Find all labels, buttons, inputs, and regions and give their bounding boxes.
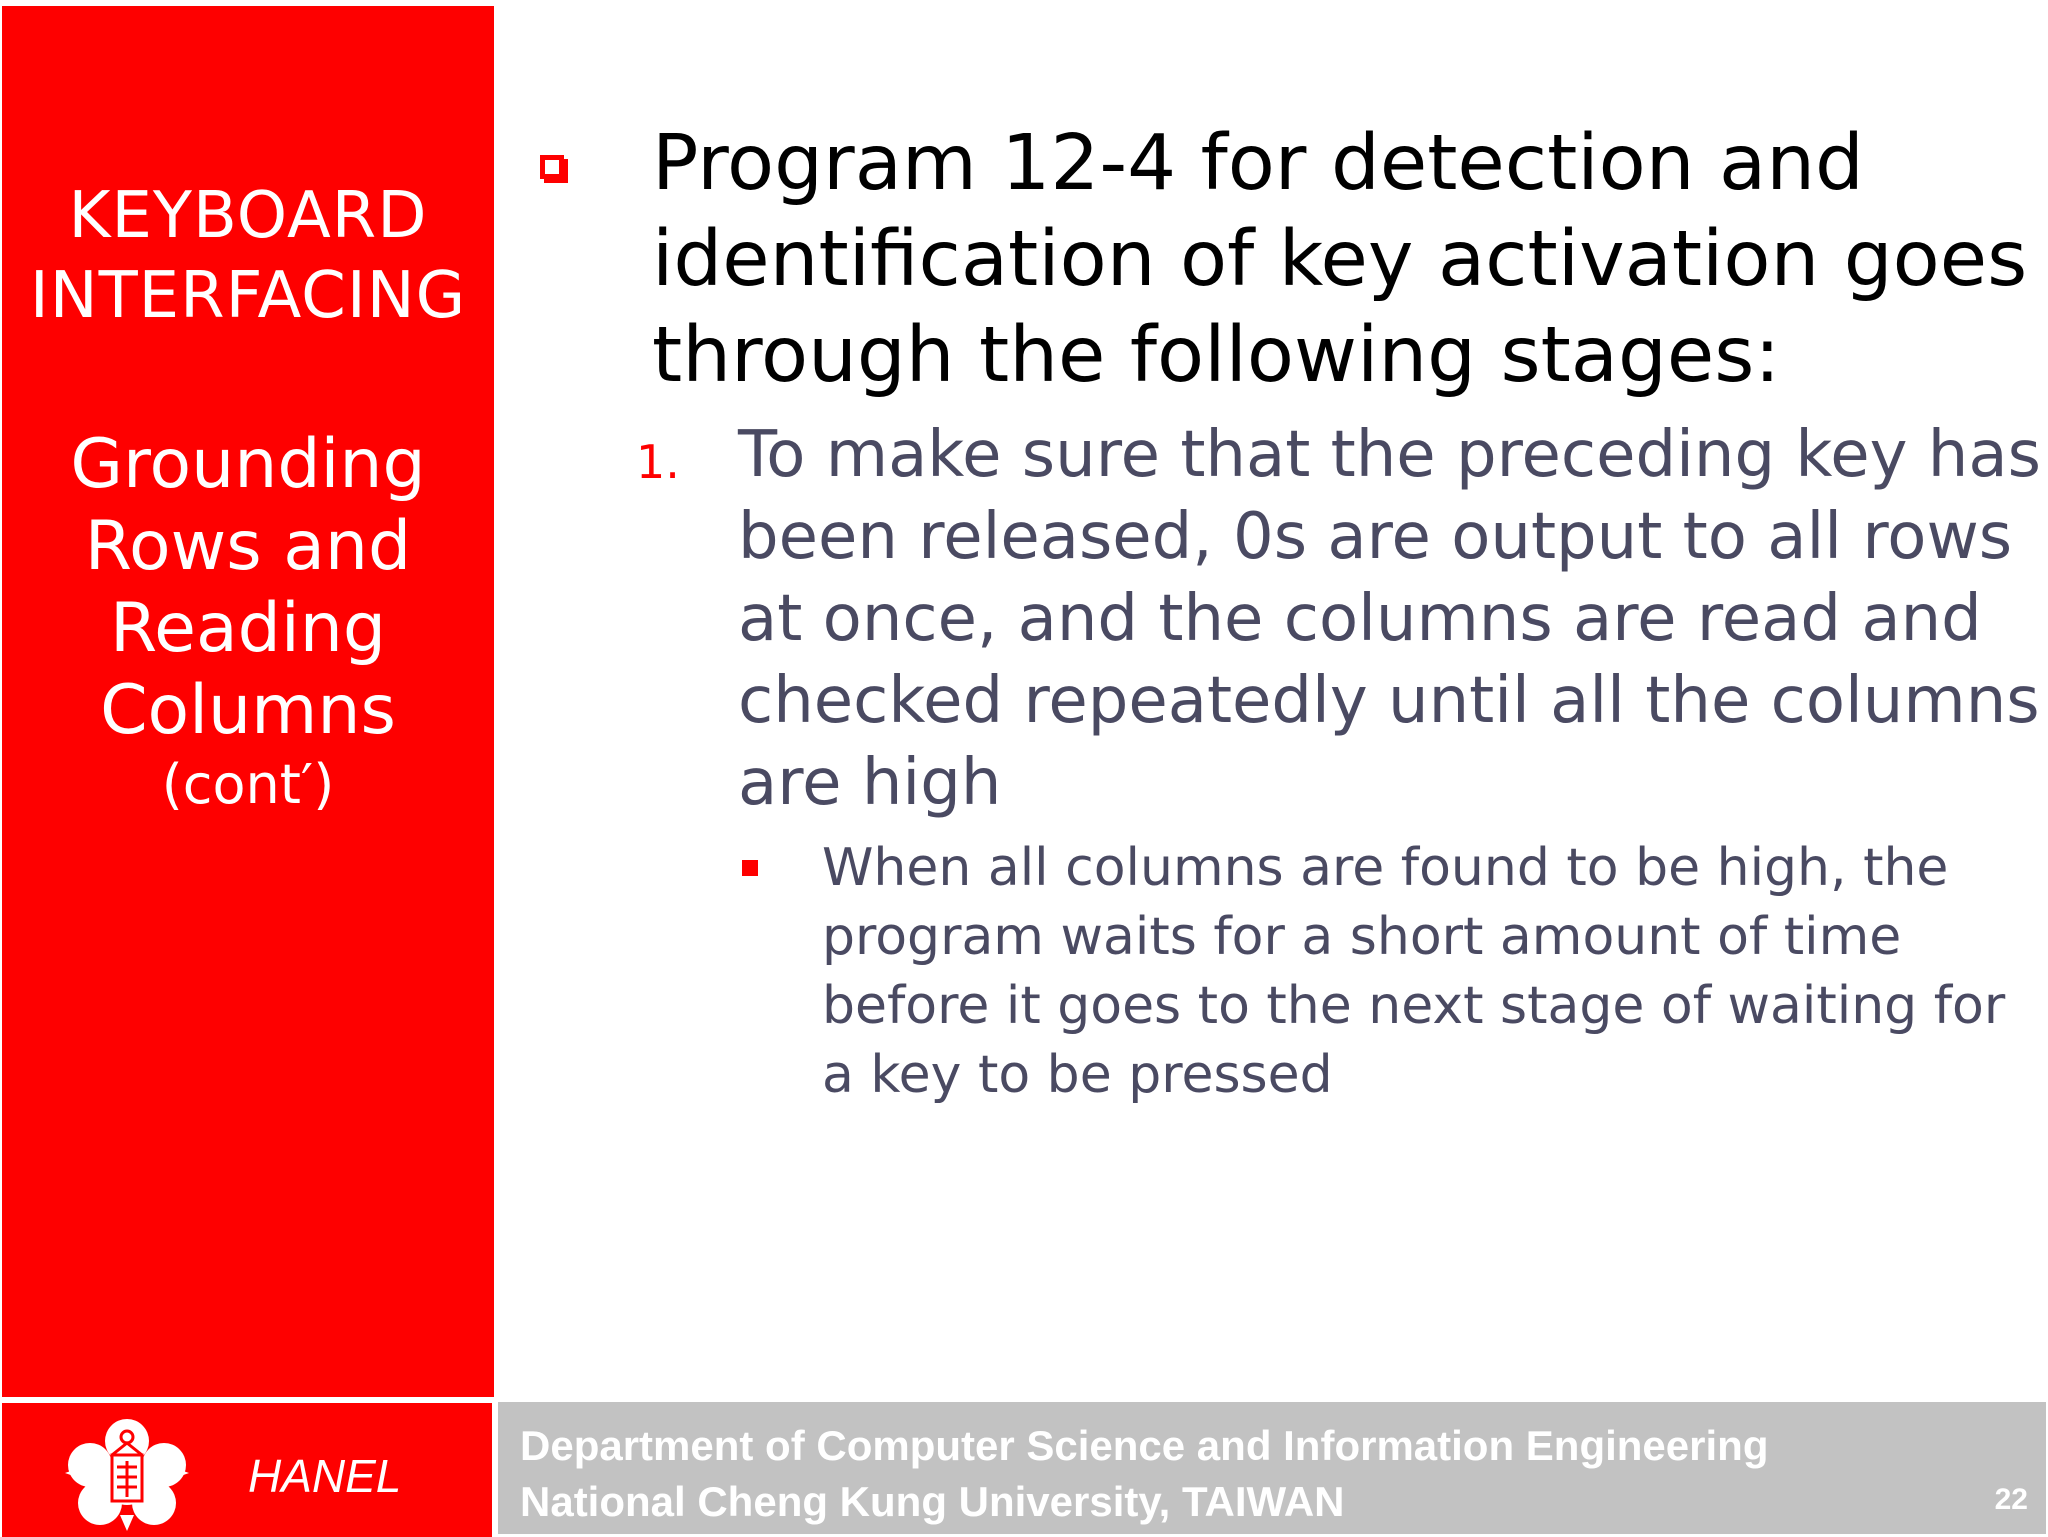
section-title: [2, 176, 494, 336]
main-bullet-line: identification of key activation goes: [652, 215, 2028, 304]
section-sidebar: [2, 6, 494, 1397]
numbered-item-line: checked repeatedly until all the columns: [738, 664, 2040, 738]
university-name: National Cheng Kung University, TAIWAN: [520, 1478, 1345, 1525]
sub-bullet-line: before it goes to the next stage of waiting for: [822, 976, 2006, 1036]
section-title-line: KEYBOARD: [68, 179, 428, 253]
footer-affiliation-panel: [498, 1402, 2046, 1534]
numbered-item-line: been released, 0s are output to all rows: [738, 500, 2013, 574]
section-title-line: INTERFACING: [29, 259, 467, 333]
square-bullet-icon: [742, 860, 758, 876]
section-subtitle-line: Columns: [100, 671, 396, 750]
section-subtitle-line: Rows and: [84, 507, 412, 586]
sub-bullet-line: program waits for a short amount of time: [822, 907, 1902, 967]
numbered-item-text: [738, 414, 2041, 824]
main-bullet-line: Program 12-4 for detection and: [652, 119, 1864, 208]
numbered-item-line: are high: [738, 746, 1002, 820]
footer-author-panel: [2, 1400, 492, 1537]
sub-bullet-line: a key to be pressed: [822, 1045, 1333, 1105]
page-number: 22: [1994, 1483, 2028, 1516]
hollow-square-bullet-icon: [540, 155, 564, 179]
numbered-item-line: To make sure that the preceding key has: [738, 418, 2041, 492]
sub-bullet-line: When all columns are found to be high, the: [822, 838, 1949, 898]
sub-bullet-text: [822, 834, 2022, 1110]
section-subtitle-line: Grounding: [70, 425, 426, 504]
affiliation-text: [520, 1418, 1768, 1530]
section-subtitle: [2, 424, 494, 752]
item-number: 1.: [636, 435, 680, 489]
continued-label: (cont′): [161, 753, 335, 816]
university-emblem-icon: [60, 1415, 194, 1531]
numbered-item-line: at once, and the columns are read and: [738, 582, 1982, 656]
main-bullet-text: [652, 116, 2028, 404]
department-name: Department of Computer Science and Information Engineering: [520, 1422, 1769, 1469]
section-subtitle-line: Reading: [109, 589, 387, 668]
main-bullet-line: through the following stages:: [652, 311, 1781, 400]
author-name: HANEL: [248, 1450, 402, 1502]
